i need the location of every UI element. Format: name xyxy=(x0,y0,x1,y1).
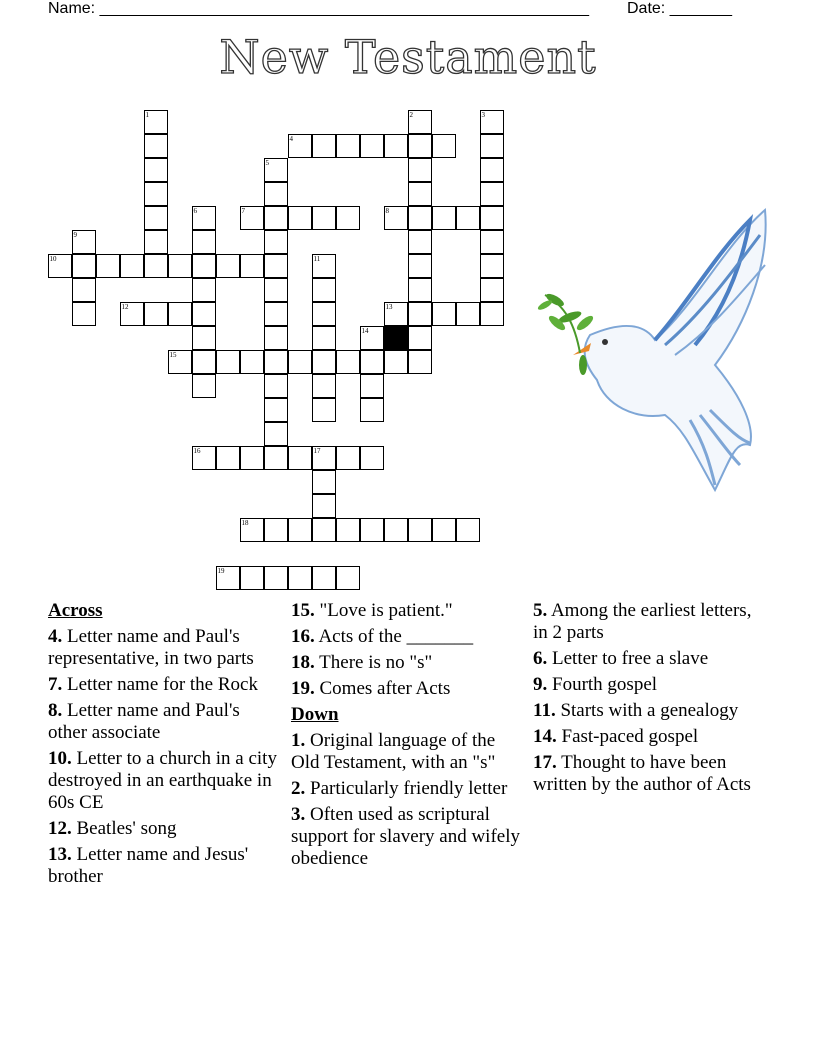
clue-item xyxy=(291,730,523,774)
grid-cell[interactable] xyxy=(384,518,408,542)
grid-cell[interactable] xyxy=(240,254,264,278)
grid-cell[interactable] xyxy=(480,302,504,326)
grid-cell[interactable] xyxy=(384,302,408,326)
grid-cell[interactable] xyxy=(192,302,216,326)
clue-number: 9 xyxy=(73,231,77,239)
clue-text: Beatles' song xyxy=(76,818,177,839)
clue-number: 13. xyxy=(48,844,72,865)
grid-cell[interactable] xyxy=(264,374,288,398)
grid-cell[interactable] xyxy=(312,254,336,278)
grid-cell[interactable] xyxy=(288,350,312,374)
clue-number: 18 xyxy=(241,519,249,527)
grid-cell[interactable] xyxy=(312,302,336,326)
grid-cell[interactable] xyxy=(408,350,432,374)
grid-cell[interactable] xyxy=(96,254,120,278)
clue-text: Letter name for the Rock xyxy=(67,674,258,695)
clue-number: 4. xyxy=(48,626,63,647)
grid-cell[interactable] xyxy=(264,422,288,446)
clue-text: Particularly friendly letter xyxy=(310,778,508,799)
grid-cell[interactable] xyxy=(288,518,312,542)
clue-item xyxy=(533,752,765,796)
grid-cell[interactable] xyxy=(456,302,480,326)
black-cell xyxy=(384,326,408,350)
grid-cell[interactable] xyxy=(240,350,264,374)
grid-cell[interactable] xyxy=(192,350,216,374)
grid-cell[interactable] xyxy=(360,446,384,470)
clue-number: 10. xyxy=(48,748,72,769)
grid-cell[interactable] xyxy=(336,206,360,230)
clue-number: 14. xyxy=(533,726,557,747)
clue-number: 18. xyxy=(291,652,315,673)
grid-cell[interactable] xyxy=(384,206,408,230)
grid-cell[interactable] xyxy=(408,182,432,206)
clue-number: 15. xyxy=(291,600,315,621)
clue-item xyxy=(48,818,280,840)
grid-cell[interactable] xyxy=(192,446,216,470)
grid-cell[interactable] xyxy=(264,230,288,254)
clue-number: 12 xyxy=(121,303,129,311)
clue-item xyxy=(533,674,765,696)
grid-cell[interactable] xyxy=(480,158,504,182)
clue-text: Often used as scriptural support for slavery and wifely obedience xyxy=(291,804,520,869)
grid-cell[interactable] xyxy=(360,326,384,350)
clue-number: 8. xyxy=(48,700,63,721)
grid-cell[interactable] xyxy=(168,302,192,326)
grid-cell[interactable] xyxy=(432,302,456,326)
grid-cell[interactable] xyxy=(336,350,360,374)
grid-cell[interactable] xyxy=(312,374,336,398)
clue-item xyxy=(48,700,280,744)
grid-cell[interactable] xyxy=(456,518,480,542)
grid-cell[interactable] xyxy=(144,182,168,206)
grid-cell[interactable] xyxy=(240,446,264,470)
grid-cell[interactable] xyxy=(288,206,312,230)
clue-number: 2. xyxy=(291,778,306,799)
grid-cell[interactable] xyxy=(144,206,168,230)
clue-number: 7. xyxy=(48,674,63,695)
grid-cell[interactable] xyxy=(264,302,288,326)
grid-cell[interactable] xyxy=(72,278,96,302)
clue-item xyxy=(291,652,523,674)
clue-text: Letter name and Paul's representative, in two parts xyxy=(48,626,254,669)
clue-item xyxy=(48,748,280,814)
across-heading: Across xyxy=(48,600,103,621)
grid-cell[interactable] xyxy=(264,254,288,278)
clue-number: 6. xyxy=(533,648,548,669)
grid-cell[interactable] xyxy=(72,302,96,326)
grid-cell[interactable] xyxy=(408,518,432,542)
grid-cell[interactable] xyxy=(192,326,216,350)
grid-cell[interactable] xyxy=(432,134,456,158)
grid-cell[interactable] xyxy=(480,278,504,302)
grid-cell[interactable] xyxy=(336,134,360,158)
grid-cell[interactable] xyxy=(288,446,312,470)
grid-cell[interactable] xyxy=(312,278,336,302)
grid-cell[interactable] xyxy=(480,254,504,278)
grid-cell[interactable] xyxy=(312,398,336,422)
clue-text: "Love is patient." xyxy=(319,600,453,621)
clue-number: 5 xyxy=(265,159,269,167)
grid-cell[interactable] xyxy=(264,398,288,422)
clue-number: 1. xyxy=(291,730,306,751)
grid-cell[interactable] xyxy=(408,254,432,278)
clue-item xyxy=(48,674,280,696)
grid-cell[interactable] xyxy=(264,326,288,350)
grid-cell[interactable] xyxy=(360,374,384,398)
clue-item xyxy=(48,844,280,888)
grid-cell[interactable] xyxy=(312,206,336,230)
grid-cell[interactable] xyxy=(216,350,240,374)
clue-text: Letter name and Jesus' brother xyxy=(48,844,249,887)
grid-cell[interactable] xyxy=(168,350,192,374)
clue-item xyxy=(533,700,765,722)
clue-number: 4 xyxy=(289,135,293,143)
clue-text: Letter to a church in a city destroyed in an earthquake in 60s CE xyxy=(48,748,277,813)
grid-cell[interactable] xyxy=(480,206,504,230)
grid-cell[interactable] xyxy=(360,350,384,374)
clue-number: 3 xyxy=(481,111,485,119)
clue-item xyxy=(533,600,765,644)
clue-number: 17. xyxy=(533,752,557,773)
grid-cell[interactable] xyxy=(192,278,216,302)
grid-cell[interactable] xyxy=(312,494,336,518)
clue-number: 12. xyxy=(48,818,72,839)
grid-cell[interactable] xyxy=(408,302,432,326)
grid-cell[interactable] xyxy=(312,566,336,590)
grid-cell[interactable] xyxy=(264,206,288,230)
clue-number: 17 xyxy=(313,447,321,455)
grid-cell[interactable] xyxy=(144,158,168,182)
grid-cell[interactable] xyxy=(480,134,504,158)
grid-cell[interactable] xyxy=(408,326,432,350)
name-field: Name: _______________________________________________________ xyxy=(48,0,589,17)
grid-cell[interactable] xyxy=(432,518,456,542)
grid-cell[interactable] xyxy=(120,254,144,278)
clue-text: Letter to free a slave xyxy=(552,648,709,669)
clue-item xyxy=(291,804,523,870)
grid-cell[interactable] xyxy=(192,230,216,254)
clue-number: 5. xyxy=(533,600,548,621)
grid-cell[interactable] xyxy=(480,110,504,134)
clue-text: Comes after Acts xyxy=(319,678,451,699)
clue-text: Starts with a genealogy xyxy=(560,700,739,721)
grid-cell[interactable] xyxy=(432,206,456,230)
grid-cell[interactable] xyxy=(408,230,432,254)
clue-number: 7 xyxy=(241,207,245,215)
grid-cell[interactable] xyxy=(144,110,168,134)
grid-cell[interactable] xyxy=(72,254,96,278)
grid-cell[interactable] xyxy=(144,230,168,254)
dove-with-olive-branch-icon xyxy=(525,205,775,500)
clue-number: 10 xyxy=(49,255,57,263)
clue-text: Among the earliest letters, in 2 parts xyxy=(533,600,752,643)
clue-number: 19 xyxy=(217,567,225,575)
clue-text: Letter name and Paul's other associate xyxy=(48,700,240,743)
grid-cell[interactable] xyxy=(360,398,384,422)
grid-cell[interactable] xyxy=(288,566,312,590)
clue-text: Thought to have been written by the author of Acts xyxy=(533,752,751,795)
clue-text: Acts of the _______ xyxy=(318,626,474,647)
grid-cell[interactable] xyxy=(408,158,432,182)
clue-item xyxy=(291,626,523,648)
clue-text: Original language of the Old Testament, with an "s" xyxy=(291,730,496,773)
page-title: New Testament xyxy=(219,30,597,84)
grid-cell[interactable] xyxy=(312,350,336,374)
clue-item xyxy=(291,600,523,622)
down-heading: Down xyxy=(291,704,339,725)
grid-cell[interactable] xyxy=(336,446,360,470)
clue-text: Fourth gospel xyxy=(552,674,658,695)
grid-cell[interactable] xyxy=(480,230,504,254)
grid-cell[interactable] xyxy=(240,566,264,590)
grid-cell[interactable] xyxy=(264,350,288,374)
grid-cell[interactable] xyxy=(216,566,240,590)
grid-cell[interactable] xyxy=(312,446,336,470)
grid-cell[interactable] xyxy=(312,326,336,350)
clue-number: 8 xyxy=(385,207,389,215)
clue-number: 14 xyxy=(361,327,369,335)
grid-cell[interactable] xyxy=(408,134,432,158)
grid-cell[interactable] xyxy=(168,254,192,278)
clues-column-1 xyxy=(48,600,280,892)
grid-cell[interactable] xyxy=(192,206,216,230)
grid-cell[interactable] xyxy=(264,158,288,182)
grid-cell[interactable] xyxy=(456,206,480,230)
clue-number: 11. xyxy=(533,700,556,721)
grid-cell[interactable] xyxy=(264,182,288,206)
grid-cell[interactable] xyxy=(120,302,144,326)
clue-text: Fast-paced gospel xyxy=(561,726,699,747)
grid-cell[interactable] xyxy=(192,254,216,278)
grid-cell[interactable] xyxy=(264,278,288,302)
clue-number: 13 xyxy=(385,303,393,311)
grid-cell[interactable] xyxy=(72,230,96,254)
grid-cell[interactable] xyxy=(48,254,72,278)
grid-cell[interactable] xyxy=(216,446,240,470)
grid-cell[interactable] xyxy=(192,374,216,398)
grid-cell[interactable] xyxy=(336,518,360,542)
clues-column-2 xyxy=(291,600,523,874)
clue-item xyxy=(291,678,523,700)
grid-cell[interactable] xyxy=(384,350,408,374)
clue-number: 16 xyxy=(193,447,201,455)
grid-cell[interactable] xyxy=(384,134,408,158)
clue-number: 6 xyxy=(193,207,197,215)
grid-cell[interactable] xyxy=(360,518,384,542)
clue-number: 16. xyxy=(291,626,315,647)
clues-column-3 xyxy=(533,600,765,800)
grid-cell[interactable] xyxy=(312,134,336,158)
clue-number: 11 xyxy=(313,255,321,263)
clue-number: 15 xyxy=(169,351,177,359)
grid-cell[interactable] xyxy=(264,446,288,470)
grid-cell[interactable] xyxy=(216,254,240,278)
grid-cell[interactable] xyxy=(360,134,384,158)
grid-cell[interactable] xyxy=(144,302,168,326)
grid-cell[interactable] xyxy=(144,254,168,278)
grid-cell[interactable] xyxy=(144,134,168,158)
grid-cell[interactable] xyxy=(240,518,264,542)
clue-item xyxy=(291,778,523,800)
clue-text: There is no "s" xyxy=(319,652,433,673)
grid-cell[interactable] xyxy=(408,206,432,230)
clue-item xyxy=(533,648,765,670)
clue-number: 1 xyxy=(145,111,149,119)
grid-cell[interactable] xyxy=(288,134,312,158)
grid-cell[interactable] xyxy=(240,206,264,230)
grid-cell[interactable] xyxy=(336,566,360,590)
clue-item xyxy=(48,626,280,670)
clue-number: 2 xyxy=(409,111,413,119)
grid-cell[interactable] xyxy=(408,278,432,302)
clue-number: 9. xyxy=(533,674,548,695)
grid-cell[interactable] xyxy=(408,110,432,134)
grid-cell[interactable] xyxy=(264,518,288,542)
grid-cell[interactable] xyxy=(264,566,288,590)
grid-cell[interactable] xyxy=(312,518,336,542)
grid-cell[interactable] xyxy=(312,470,336,494)
date-field: Date: _______ xyxy=(627,0,732,17)
clue-number: 19. xyxy=(291,678,315,699)
clue-item xyxy=(533,726,765,748)
clue-number: 3. xyxy=(291,804,306,825)
grid-cell[interactable] xyxy=(480,182,504,206)
